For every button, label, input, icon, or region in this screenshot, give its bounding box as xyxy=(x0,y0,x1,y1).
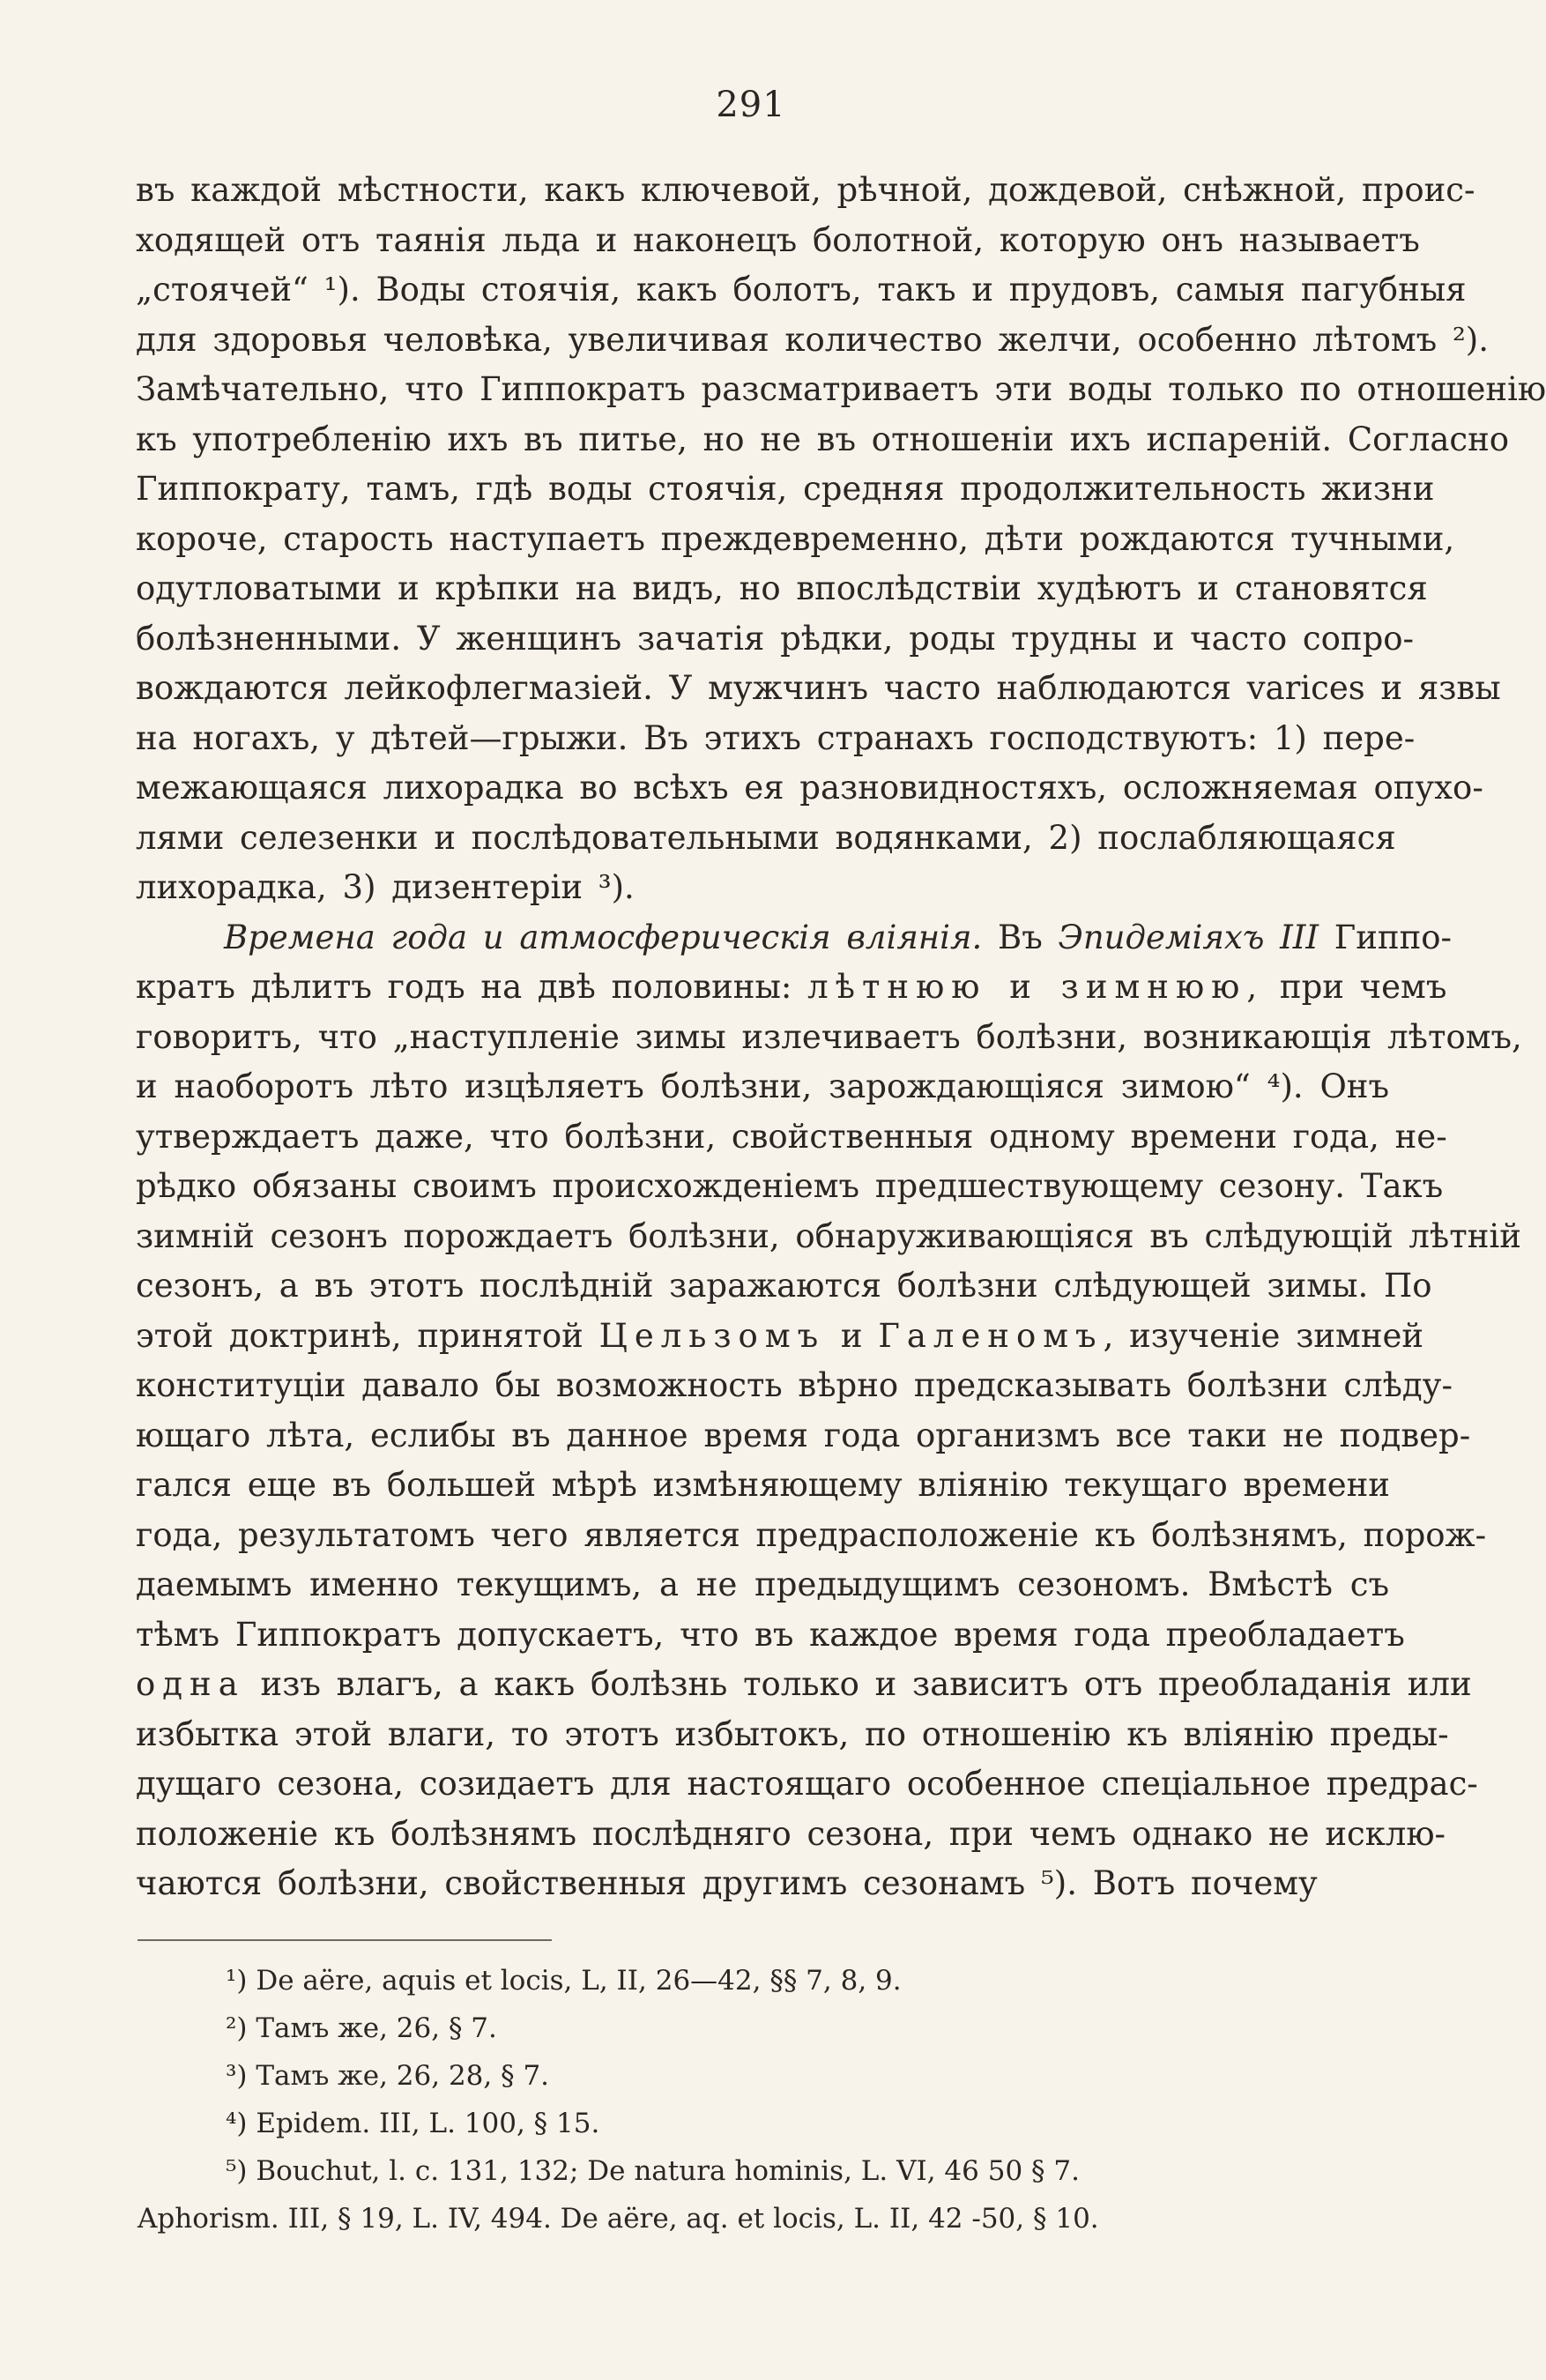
text-line: для здоровья человѣка, увеличивая количество желчи, особенно лѣтомъ ²). xyxy=(136,320,1489,359)
footnote-divider xyxy=(138,1939,552,1941)
text-line: Гиппократу, тамъ, гдѣ воды стоячія, средняя продолжительность жизни xyxy=(136,470,1435,508)
text-line xyxy=(136,963,1447,1013)
section-heading: Времена года и атмосферическія вліянія. xyxy=(224,918,983,956)
text-line: короче, старость наступаетъ преждевременно, дѣти рождаются тучными, xyxy=(136,519,1455,558)
text-line: въ каждой мѣстности, какъ ключевой, рѣчной, дождевой, снѣжной, проис- xyxy=(136,171,1475,209)
spaced-emphasis: одна xyxy=(136,1665,245,1703)
text-fragment: при чемъ xyxy=(1264,968,1447,1006)
text-line: одутловатыми и крѣпки на видъ, но впослѣдствіи худѣютъ и становятся xyxy=(136,569,1428,607)
author-name-celsus: Цельзомъ xyxy=(598,1316,826,1355)
text-line: лихорадка, 3) дизентеріи ³). xyxy=(136,868,635,906)
text-line: „стоячей“ ¹). Воды стоячія, какъ болотъ, такъ и прудовъ, самыя пагубныя xyxy=(136,271,1467,309)
page-number: 291 xyxy=(716,85,786,125)
author-name-galen: Галеномъ xyxy=(878,1316,1104,1355)
text-line: вождаются лейкофлегмазіей. У мужчинъ часто наблюдаются varices и язвы xyxy=(136,669,1501,707)
text-line xyxy=(136,1660,1472,1710)
footnote: ³) Тамъ же, 26, 28, § 7. xyxy=(226,2060,550,2092)
text-fragment: Въ xyxy=(982,918,1059,956)
footnote: ⁵) Bouchut, l. c. 131, 132; De natura hominis, L. VI, 46 50 § 7. xyxy=(226,2155,1080,2187)
text-line: положеніе къ болѣзнямъ послѣдняго сезона, при чемъ однако не исклю- xyxy=(136,1814,1446,1853)
text-fragment: этой доктринѣ, принятой xyxy=(136,1316,599,1355)
text-line: рѣдко обязаны своимъ происхожденіемъ предшествующему сезону. Такъ xyxy=(136,1167,1444,1205)
text-line: утверждаетъ даже, что болѣзни, свойственныя одному времени года, не- xyxy=(136,1117,1447,1156)
text-line: гался еще въ большей мѣрѣ измѣняющему вліянію текущаго времени xyxy=(136,1466,1390,1504)
text-line: зимній сезонъ порождаетъ болѣзни, обнаруживающіяся въ слѣдующій лѣтній xyxy=(136,1216,1521,1255)
text-line: тѣмъ Гиппократъ допускаетъ, что въ каждое время года преобладаетъ xyxy=(136,1615,1405,1654)
text-line: на ногахъ, у дѣтей—грыжи. Въ этихъ странахъ господствуютъ: 1) пере- xyxy=(136,718,1416,757)
text-fragment: кратъ дѣлитъ годъ на двѣ половины: xyxy=(136,968,808,1006)
text-fragment: , изученіе зимней xyxy=(1103,1316,1424,1355)
spaced-emphasis: лѣтнюю и зимнюю, xyxy=(807,968,1265,1006)
text-fragment: и xyxy=(825,1316,879,1355)
text-line: ходящей отъ таянія льда и наконецъ болотной, которую онъ называетъ xyxy=(136,220,1420,259)
text-line: и наоборотъ лѣто изцѣляетъ болѣзни, зарождающіяся зимою“ ⁴). Онъ xyxy=(136,1067,1389,1105)
work-title: Эпидеміяхъ III xyxy=(1058,918,1319,956)
text-line: Замѣчательно, что Гиппократъ разсматриваетъ эти воды только по отношенію xyxy=(136,370,1546,408)
text-line: сезонъ, а въ этотъ послѣдній заражаются болѣзни слѣдующей зимы. По xyxy=(136,1267,1432,1305)
text-line: лями селезенки и послѣдовательными водянками, 2) послабляющаяся xyxy=(136,818,1396,857)
text-line: къ употребленію ихъ въ питье, но не въ отношеніи ихъ испареній. Согласно xyxy=(136,420,1510,458)
text-line: избытка этой влаги, то этотъ избытокъ, по отношенію къ вліянію преды- xyxy=(136,1714,1449,1753)
text-line: ющаго лѣта, еслибы въ данное время года организмъ все таки не подвер- xyxy=(136,1416,1471,1454)
footnote-continuation: Aphorism. III, § 19, L. IV, 494. De aëre, aq. et locis, L. II, 42 -50, § 10. xyxy=(138,2203,1099,2235)
body-text xyxy=(136,166,1546,1909)
text-line: болѣзненными. У женщинъ зачатія рѣдки, роды трудны и часто сопро- xyxy=(136,619,1415,658)
text-fragment: изъ влагъ, а какъ болѣзнь только и зависитъ отъ преобладанія или xyxy=(244,1665,1472,1703)
text-line xyxy=(136,1312,1424,1362)
text-fragment: Гиппо- xyxy=(1319,918,1453,956)
footnote: ⁴) Epidem. III, L. 100, § 15. xyxy=(226,2108,600,2139)
section-heading-line xyxy=(136,913,1453,963)
text-line: даемымъ именно текущимъ, а не предыдущимъ сезономъ. Вмѣстѣ съ xyxy=(136,1566,1389,1603)
text-line: дущаго сезона, созидаетъ для настоящаго особенное спеціальное предрас- xyxy=(136,1765,1478,1803)
footnotes xyxy=(138,1957,1389,2242)
text-line: чаются болѣзни, свойственныя другимъ сезонамъ ⁵). Вотъ почему xyxy=(136,1864,1318,1902)
footnote: ²) Тамъ же, 26, § 7. xyxy=(226,2012,497,2044)
text-line: говоритъ, что „наступленіе зимы излечиваетъ болѣзни, возникающія лѣтомъ, xyxy=(136,1017,1522,1056)
footnote: ¹) De aëre, aquis et locis, L, II, 26—42, §§ 7, 8, 9. xyxy=(226,1965,902,1997)
text-line: межающаяся лихорадка во всѣхъ ея разновидностяхъ, осложняемая опухо- xyxy=(136,769,1483,807)
text-line: конституціи давало бы возможность вѣрно предсказывать болѣзни слѣду- xyxy=(136,1366,1453,1404)
text-line: года, результатомъ чего является предрасположеніе къ болѣзнямъ, порож- xyxy=(136,1515,1487,1554)
